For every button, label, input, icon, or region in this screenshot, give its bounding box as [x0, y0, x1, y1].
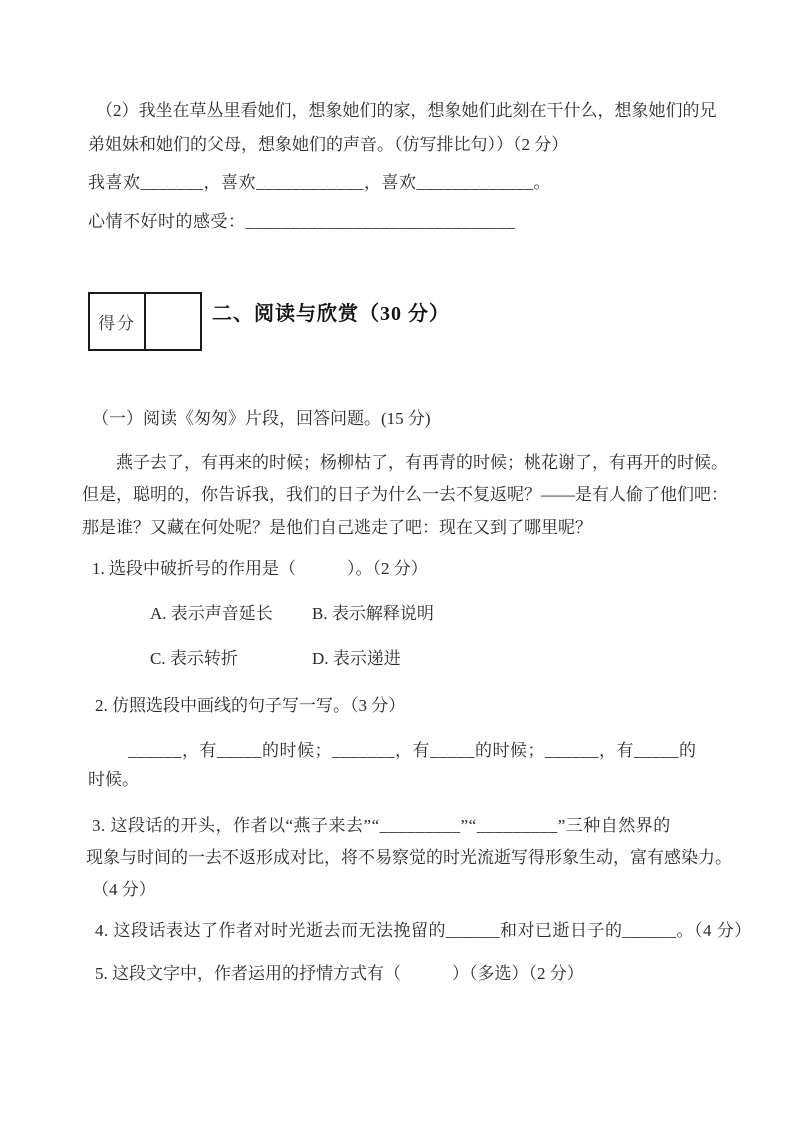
part-one-title: （一）阅读《匆匆》片段，回答问题。(15 分) [92, 409, 431, 428]
passage-line-3: 那是谁？又藏在何处呢？是他们自己逃走了吧：现在又到了哪里呢？ [82, 518, 592, 537]
fill-blank-like-line: 我喜欢_______，喜欢____________，喜欢_____________。 [88, 173, 551, 192]
question-1-option-a: A. 表示声音延长 [150, 604, 273, 623]
question-3-line-2: 现象与时间的一去不返形成对比，将不易察觉的时光流逝写得形象生动，富有感染力。 [86, 848, 732, 867]
question-1-stem: 1. 选段中破折号的作用是（ ）。（2 分） [92, 559, 428, 578]
sentence-imitation-line-2: 弟姐妹和她们的父母，想象她们的声音。（仿写排比句））（2 分） [88, 135, 569, 154]
question-3-line-1: 3. 这段话的开头，作者以“燕子来去”“_________”“_________”三种自然界的 [92, 816, 671, 835]
question-2-blank-line-2: 时候。 [88, 770, 139, 789]
section-two-heading: 二、阅读与欣赏（30 分） [212, 303, 450, 325]
question-1-option-c: C. 表示转折 [150, 649, 238, 668]
passage-line-2: 但是，聪明的，你告诉我，我们的日子为什么一去不复返呢？——是有人偷了他们吧： [82, 485, 728, 504]
question-4-stem: 4. 这段话表达了作者对时光逝去而无法挽留的______和对已逝日子的______。（4 分） [95, 921, 752, 940]
fill-blank-feeling-line: 心情不好时的感受：______________________________ [88, 212, 516, 231]
score-box-label: 得分 [90, 294, 146, 349]
sentence-imitation-line-1: （2）我坐在草丛里看她们，想象她们的家，想象她们此刻在干什么，想象她们的兄 [96, 101, 717, 120]
score-box-value-cell [146, 294, 200, 349]
question-3-line-3: （4 分） [92, 880, 156, 899]
passage-line-1: 燕子去了，有再来的时候；杨柳枯了，有再青的时候；桃花谢了，有再开的时候。 [116, 453, 728, 472]
score-box [88, 292, 202, 351]
question-2-blank-line-1: ______，有_____的时候；_______，有_____的时候；______，有_____的 [128, 741, 697, 760]
question-1-option-d: D. 表示递进 [312, 649, 401, 668]
question-5-stem: 5. 这段文字中，作者运用的抒情方式有（ ）（多选）（2 分） [95, 964, 584, 983]
question-2-stem: 2. 仿照选段中画线的句子写一写。（3 分） [95, 696, 406, 715]
question-1-option-b: B. 表示解释说明 [312, 604, 434, 623]
